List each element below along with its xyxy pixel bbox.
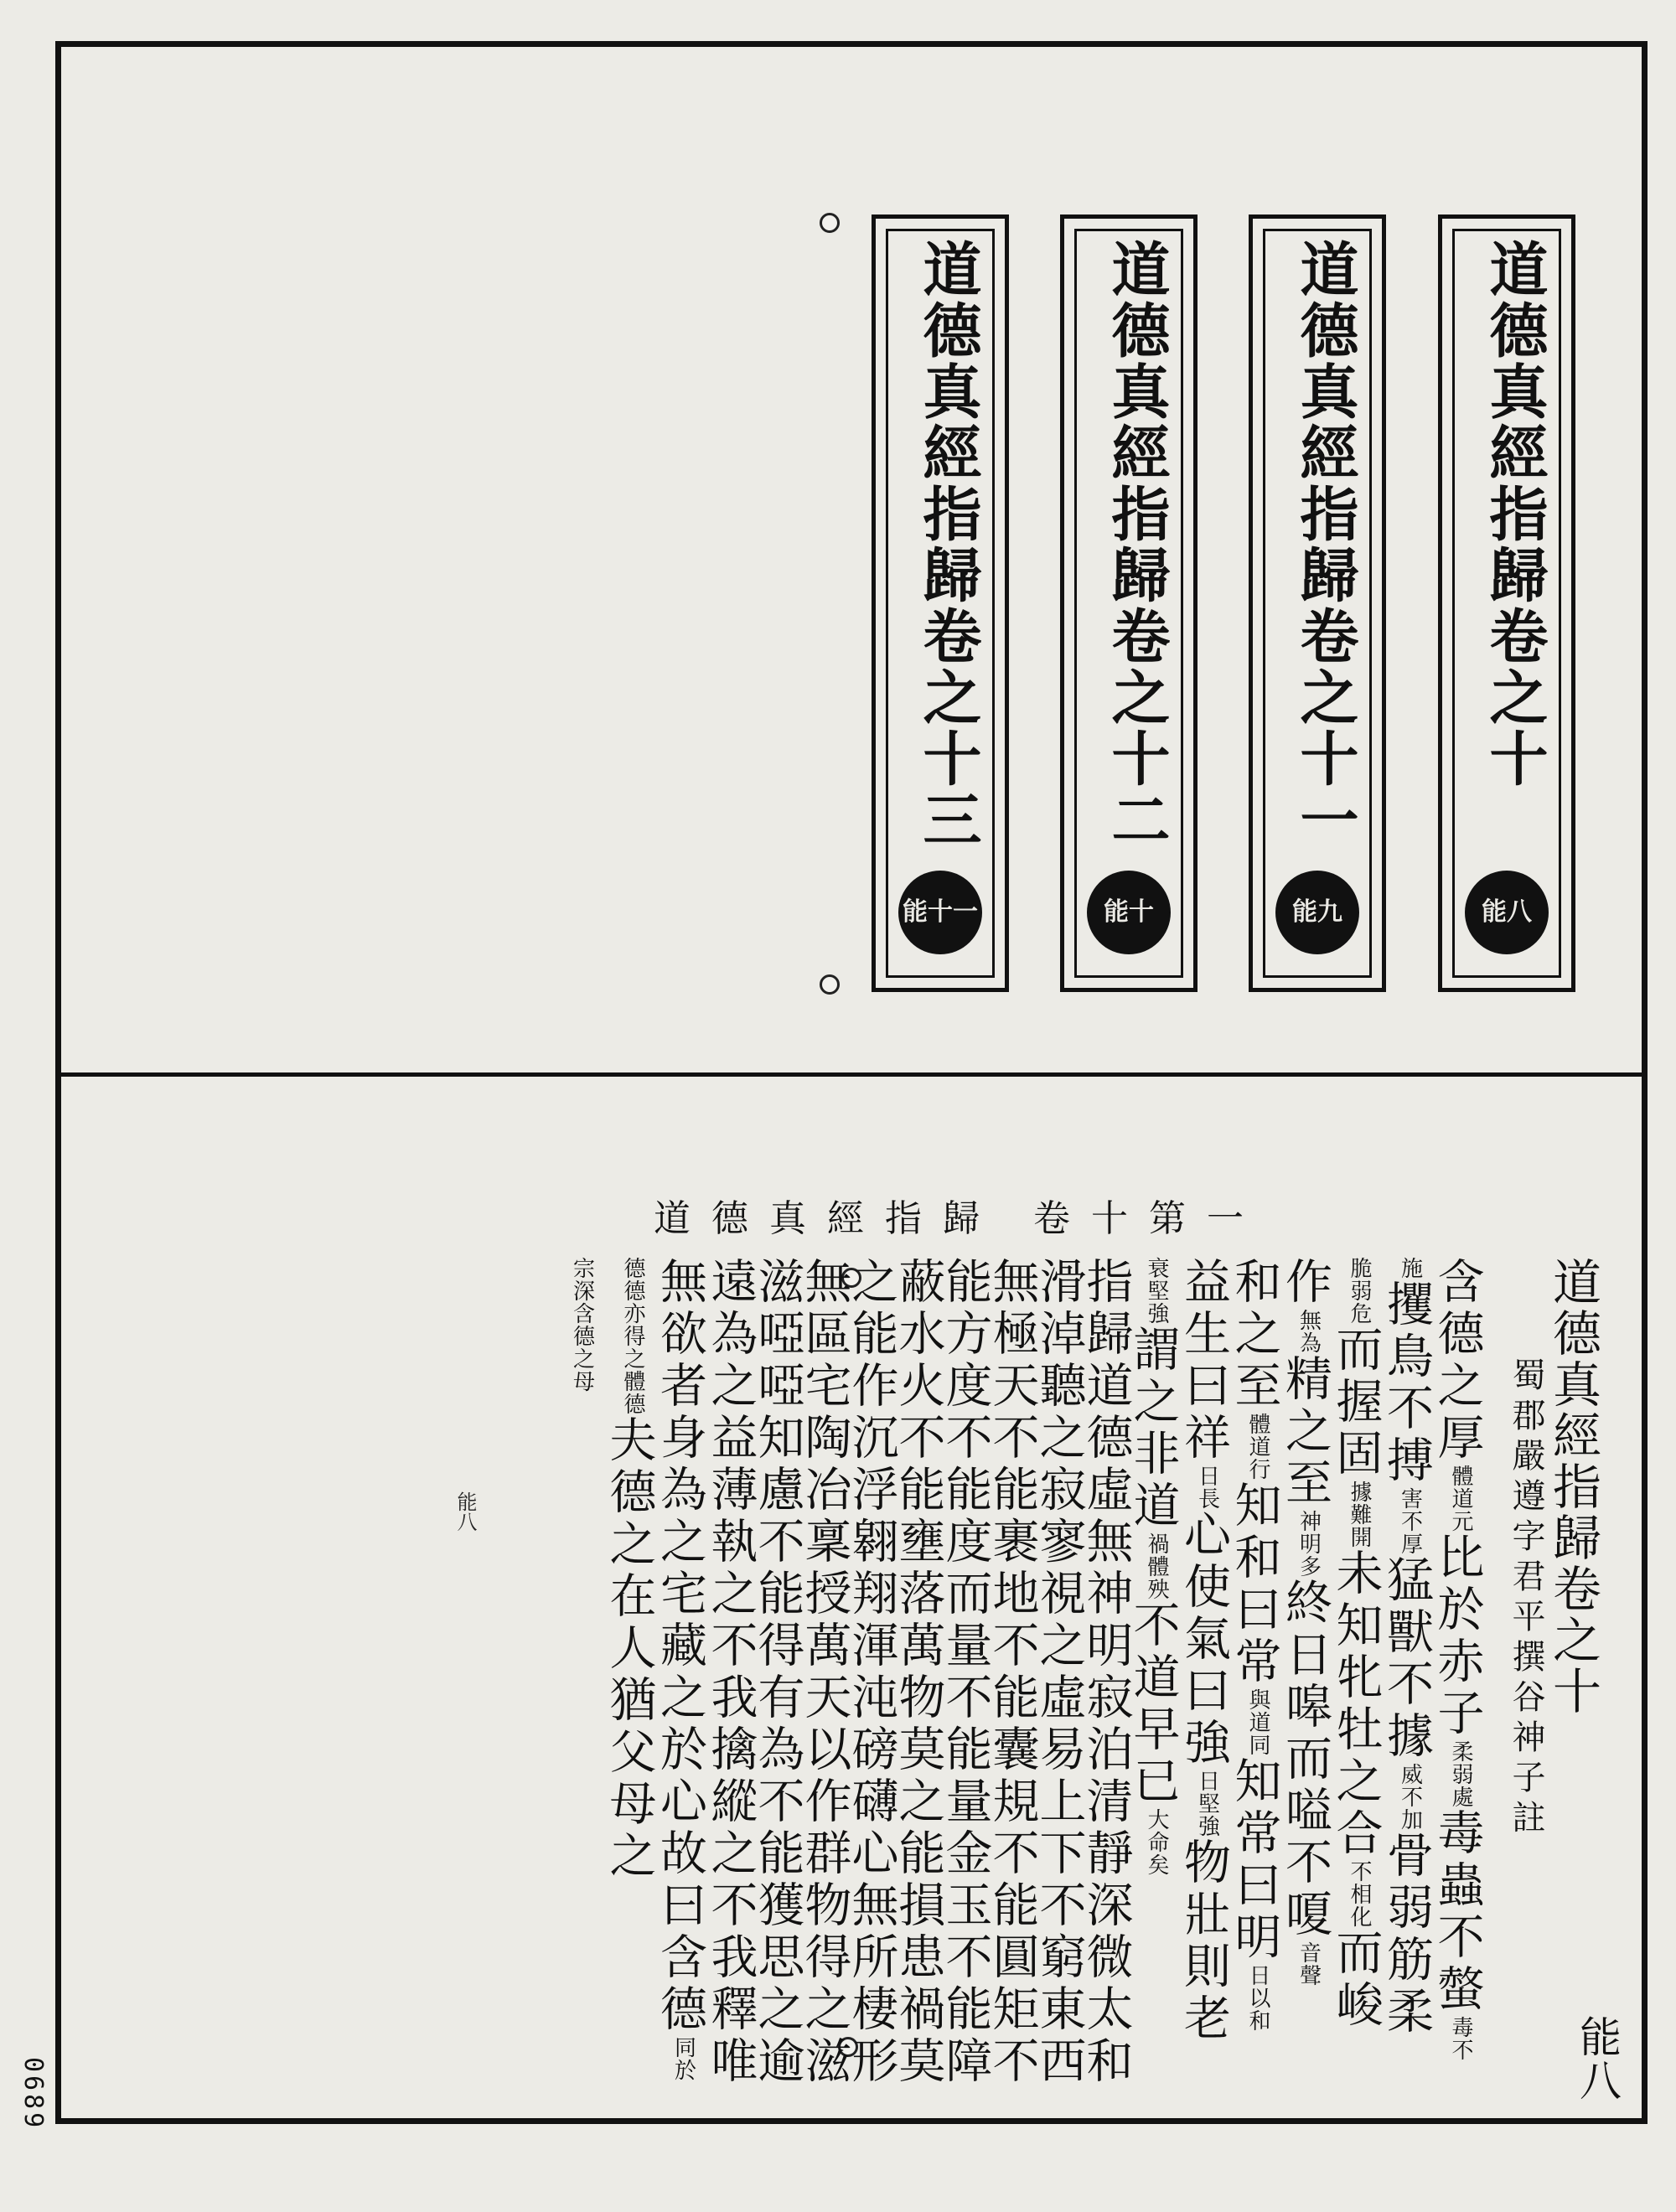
text-column <box>797 1257 852 2111</box>
book-title: 道德真經指歸卷之十 <box>1544 1257 1601 1717</box>
main-text: 未知牝牡之合 <box>1328 1548 1384 1860</box>
main-text: 知和曰常 <box>1227 1481 1282 1688</box>
author-column <box>1503 1257 1549 2212</box>
commentary-text: 日堅強 <box>1194 1770 1220 1837</box>
page-divider <box>55 1072 1648 1077</box>
commentary-text: 脆弱危 <box>1347 1257 1372 1325</box>
commentary-text: 日以和 <box>1245 1964 1270 2032</box>
main-text: 而握固 <box>1328 1325 1384 1481</box>
text-column <box>653 1257 707 2111</box>
main-text: 滋啞啞知慮不能得有為不能獲思之逾 <box>750 1257 805 2088</box>
text-column <box>1032 1257 1087 2111</box>
text-column <box>1079 1257 1134 2111</box>
commentary-text: 德德亦得之體德 <box>620 1257 645 1415</box>
main-text: 滑淖聽之寂寥視之虛易上下不窮東西 <box>1032 1257 1087 2088</box>
commentary-text: 據難開 <box>1347 1481 1372 1548</box>
text-column <box>1328 1257 1384 2111</box>
spine-label-juan-13 <box>872 214 1009 992</box>
commentary-text: 體道行 <box>1245 1413 1270 1481</box>
main-text: 和之至 <box>1227 1257 1282 1413</box>
main-text: 作 <box>1278 1257 1332 1309</box>
text-column <box>1125 1257 1181 2111</box>
main-text: 心使氣曰強 <box>1177 1510 1231 1770</box>
text-column <box>1227 1257 1282 2111</box>
main-text: 知常曰明 <box>1227 1756 1282 1964</box>
main-text: 毒蟲不螫 <box>1430 1808 1485 2016</box>
main-text: 之能作沉浮翱翔渾沌磅礴心無所棲形 <box>844 1257 899 2088</box>
margin-note: 能八 <box>453 1491 477 1532</box>
commentary-text: 施 <box>1397 1257 1423 1279</box>
main-text: 謂之非道 <box>1125 1325 1181 1532</box>
text-column <box>844 1257 899 2111</box>
main-text: 終日嗥而嗌不嗄 <box>1278 1578 1332 1941</box>
page-number: 0689 <box>18 2057 48 2132</box>
commentary-text: 體道元 <box>1448 1465 1473 1532</box>
commentary-text: 神明多 <box>1296 1510 1322 1578</box>
main-text: 攫鳥不搏 <box>1379 1279 1434 1487</box>
seal-icon: 能九 <box>1275 871 1359 954</box>
spine-title: 道德真經指歸卷之十 <box>1480 239 1549 789</box>
text-column <box>1278 1257 1332 2111</box>
commentary-text: 禍體殃 <box>1144 1532 1169 1600</box>
main-text: 夫德之在人猶父母之 <box>602 1415 657 1883</box>
commentary-text: 柔弱處 <box>1448 1740 1473 1808</box>
main-text: 含德之厚 <box>1430 1257 1485 1465</box>
commentary-text: 衰堅強 <box>1144 1257 1169 1325</box>
commentary-text: 無為 <box>1296 1309 1322 1354</box>
main-text: 無極天不能裹地不能囊規不能圓矩不 <box>985 1257 1040 2088</box>
commentary-text: 害不厚 <box>1397 1487 1423 1555</box>
text-column <box>891 1257 946 2111</box>
spine-label-juan-11 <box>1249 214 1386 992</box>
main-text: 而峻 <box>1328 1928 1384 2032</box>
text-column <box>1430 1257 1485 2111</box>
seal-icon: 能十 <box>1087 871 1171 954</box>
text-column <box>985 1257 1040 2111</box>
commentary-text: 毒不 <box>1448 2016 1473 2061</box>
main-text: 指歸道德虛無神明寂泊清靜深微太和 <box>1079 1257 1134 2088</box>
main-text: 遠為之益薄執之不我擒縱之不我釋唯 <box>703 1257 758 2088</box>
commentary-text: 威不加 <box>1397 1763 1423 1831</box>
text-column <box>750 1257 805 2111</box>
main-text: 骨弱筋柔 <box>1379 1831 1434 2039</box>
spine-label-juan-10 <box>1438 214 1575 992</box>
main-text: 不道早已 <box>1125 1600 1181 1808</box>
main-text: 猛獸不據 <box>1379 1555 1434 1763</box>
main-text: 無欲者身為之宅藏之於心故曰含德 <box>653 1257 707 2036</box>
seal-icon: 能八 <box>1465 871 1549 954</box>
commentary-text: 宗深含德之母 <box>569 1257 595 1393</box>
text-column <box>555 1257 606 2111</box>
binding-hole <box>820 213 840 233</box>
main-text: 能方度不能度而量不能量金玉不能障 <box>938 1257 993 2088</box>
spine-label-juan-12 <box>1060 214 1198 992</box>
spine-title: 道德真經指歸卷之十三 <box>913 239 983 850</box>
spine-title: 道德真經指歸卷之十二 <box>1102 239 1172 850</box>
commentary-text: 大命矣 <box>1144 1808 1169 1876</box>
spine-title: 道德真經指歸卷之十一 <box>1291 239 1360 850</box>
commentary-text: 與道同 <box>1245 1688 1270 1756</box>
main-text: 無區宅陶冶稟授萬天以作群物得之滋 <box>797 1257 852 2088</box>
seal-icon: 能十一 <box>898 871 982 954</box>
main-text: 益生曰祥 <box>1177 1257 1231 1465</box>
text-column <box>938 1257 993 2111</box>
text-column <box>1379 1257 1434 2111</box>
volume-tab-label: 能八 <box>1573 2015 1622 2102</box>
main-text: 精之至 <box>1278 1354 1332 1510</box>
commentary-text: 音聲 <box>1296 1941 1322 1987</box>
running-header: 道德真經指歸 卷十第一 <box>654 1197 1265 1240</box>
main-text: 蔽水火不能壅落萬物莫之能損患禍莫 <box>891 1257 946 2088</box>
text-column <box>602 1257 657 2111</box>
main-text: 物壯則老 <box>1177 1837 1231 2045</box>
binding-hole <box>820 974 840 995</box>
text-column <box>703 1257 758 2111</box>
commentary-text: 同於 <box>670 2036 696 2081</box>
author-line: 蜀郡嚴遵字君平撰谷神子註 <box>1507 1357 1545 1840</box>
commentary-text: 不相化 <box>1347 1860 1372 1928</box>
main-text: 比於赤子 <box>1430 1532 1485 1740</box>
commentary-text: 日長 <box>1194 1465 1220 1510</box>
text-column <box>1177 1257 1231 2111</box>
